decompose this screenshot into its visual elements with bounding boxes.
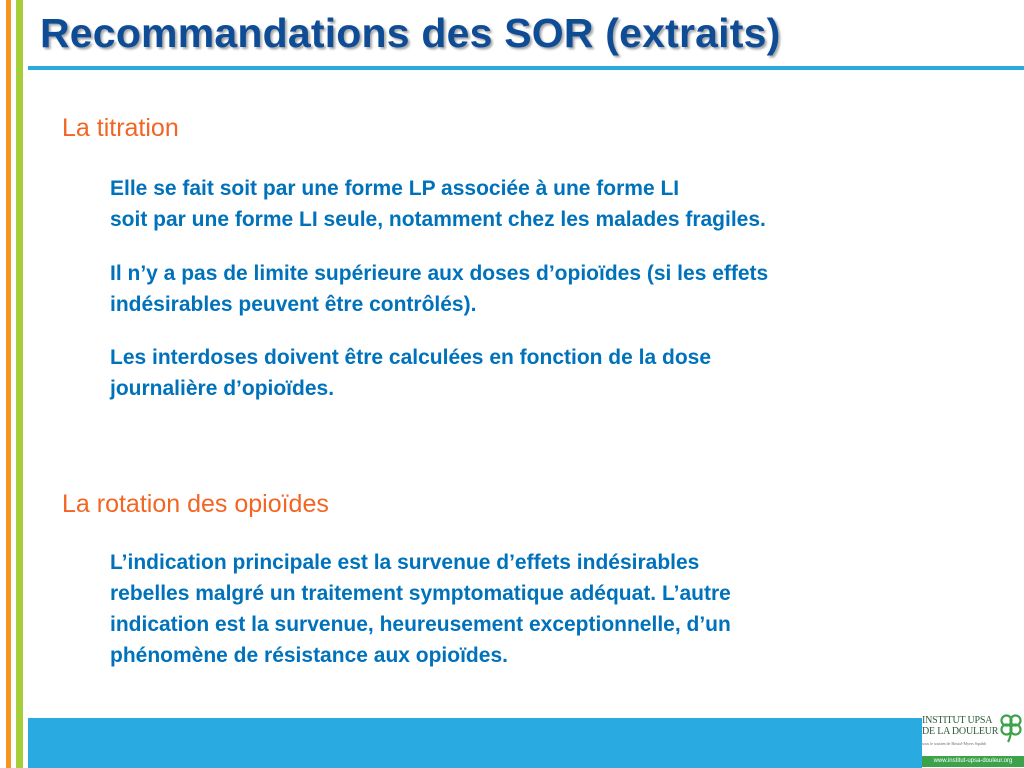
section-heading-rotation: La rotation des opioïdes — [62, 490, 329, 518]
paragraph-line: phénomène de résistance aux opioïdes. — [110, 644, 508, 667]
logo-url-banner: www.institut-upsa-douleur.org — [922, 756, 1024, 767]
paragraph-line: L’indication principale est la survenue d’effets indésirables — [110, 551, 700, 574]
section-heading-titration: La titration — [62, 114, 179, 142]
paragraph-line: rebelles malgré un traitement symptomatique adéquat. L’autre — [110, 582, 731, 605]
left-accent-bar-green — [16, 0, 23, 768]
paragraph-line: indication est la survenue, heureusement exceptionnelle, d’un — [110, 613, 731, 636]
paragraph-line: Il n’y a pas de limite supérieure aux doses d’opioïdes (si les effets — [110, 262, 769, 285]
paragraph-titration-interdoses — [110, 342, 1010, 404]
paragraph-line: soit par une forme LI seule, notamment chez les malades fragiles. — [110, 208, 766, 231]
paragraph-titration-limit — [110, 258, 1010, 320]
paragraph-line: indésirables peuvent être contrôlés). — [110, 293, 477, 316]
logo-subtitle: sous le soutien de Bristol-Myers Squibb — [922, 741, 987, 746]
slide-title: Recommandations des SOR (extraits) — [40, 10, 781, 56]
left-accent-bar-orange — [6, 0, 11, 768]
paragraph-rotation-indication — [110, 547, 1010, 671]
paragraph-line: Elle se fait soit par une forme LP associée à une forme LI — [110, 177, 680, 200]
paragraph-titration-forms — [110, 173, 1010, 235]
logo-line-1: INSTITUT UPSA — [922, 715, 993, 726]
logo-line-2: DE LA DOULEUR — [922, 726, 999, 737]
clover-icon — [999, 713, 1023, 743]
paragraph-line: Les interdoses doivent être calculées en fonction de la dose — [110, 346, 712, 369]
paragraph-line: journalière d’opioïdes. — [110, 377, 335, 400]
footer-band — [28, 718, 924, 768]
institut-upsa-logo — [922, 712, 1024, 768]
title-underline — [28, 66, 1024, 70]
